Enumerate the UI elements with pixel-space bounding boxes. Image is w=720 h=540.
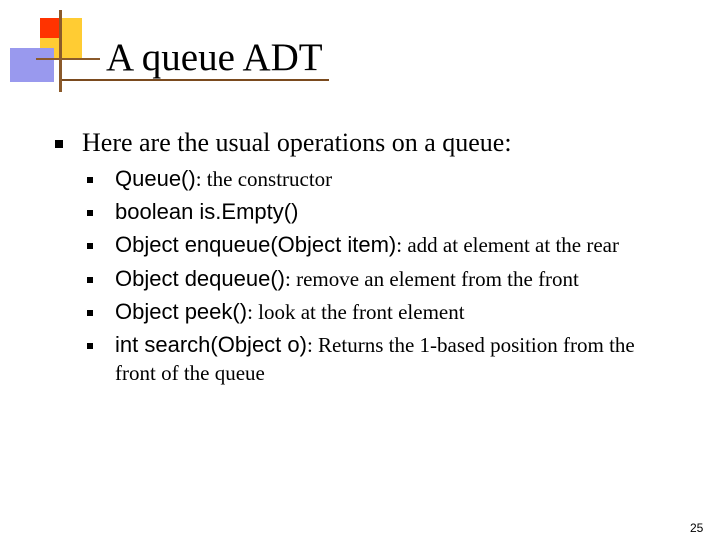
intro-bullet-item — [82, 125, 702, 387]
square-bullet-icon — [87, 210, 93, 216]
logo-horizontal-line — [36, 58, 100, 60]
slide-title: A queue ADT — [106, 36, 323, 79]
square-bullet-icon — [87, 243, 93, 249]
slide-logo-decoration — [0, 0, 100, 100]
square-bullet-icon — [87, 277, 93, 283]
operation-signature: Object enqueue(Object item) — [115, 232, 397, 257]
operation-signature: boolean is.Empty() — [115, 199, 299, 224]
operation-item — [115, 298, 675, 326]
operation-description: : the constructor — [195, 167, 333, 191]
operation-item — [115, 331, 675, 387]
operations-list — [115, 165, 675, 387]
operation-item — [115, 165, 675, 193]
operation-signature: Queue() — [115, 166, 196, 191]
intro-text: Here are the usual operations on a queue: — [82, 128, 512, 157]
square-bullet-icon — [87, 310, 93, 316]
square-bullet-icon — [87, 343, 93, 349]
operation-description: : remove an element from the front — [285, 267, 579, 291]
logo-red-square — [40, 18, 61, 38]
operation-description: : add at element at the rear — [396, 233, 619, 257]
operation-item — [115, 198, 675, 226]
page-number: 25 — [690, 521, 704, 535]
logo-purple-square — [10, 48, 54, 82]
operation-signature: Object dequeue() — [115, 266, 285, 291]
slide-body-list — [82, 125, 702, 393]
operation-description: : look at the front element — [247, 300, 465, 324]
operation-signature: int search(Object o) — [115, 332, 307, 357]
operation-item — [115, 265, 675, 293]
square-bullet-icon — [55, 140, 63, 148]
operation-item — [115, 231, 675, 259]
square-bullet-icon — [87, 177, 93, 183]
operation-description: : Returns the 1-based position from the front of the queue — [115, 333, 635, 385]
operation-signature: Object peek() — [115, 299, 248, 324]
